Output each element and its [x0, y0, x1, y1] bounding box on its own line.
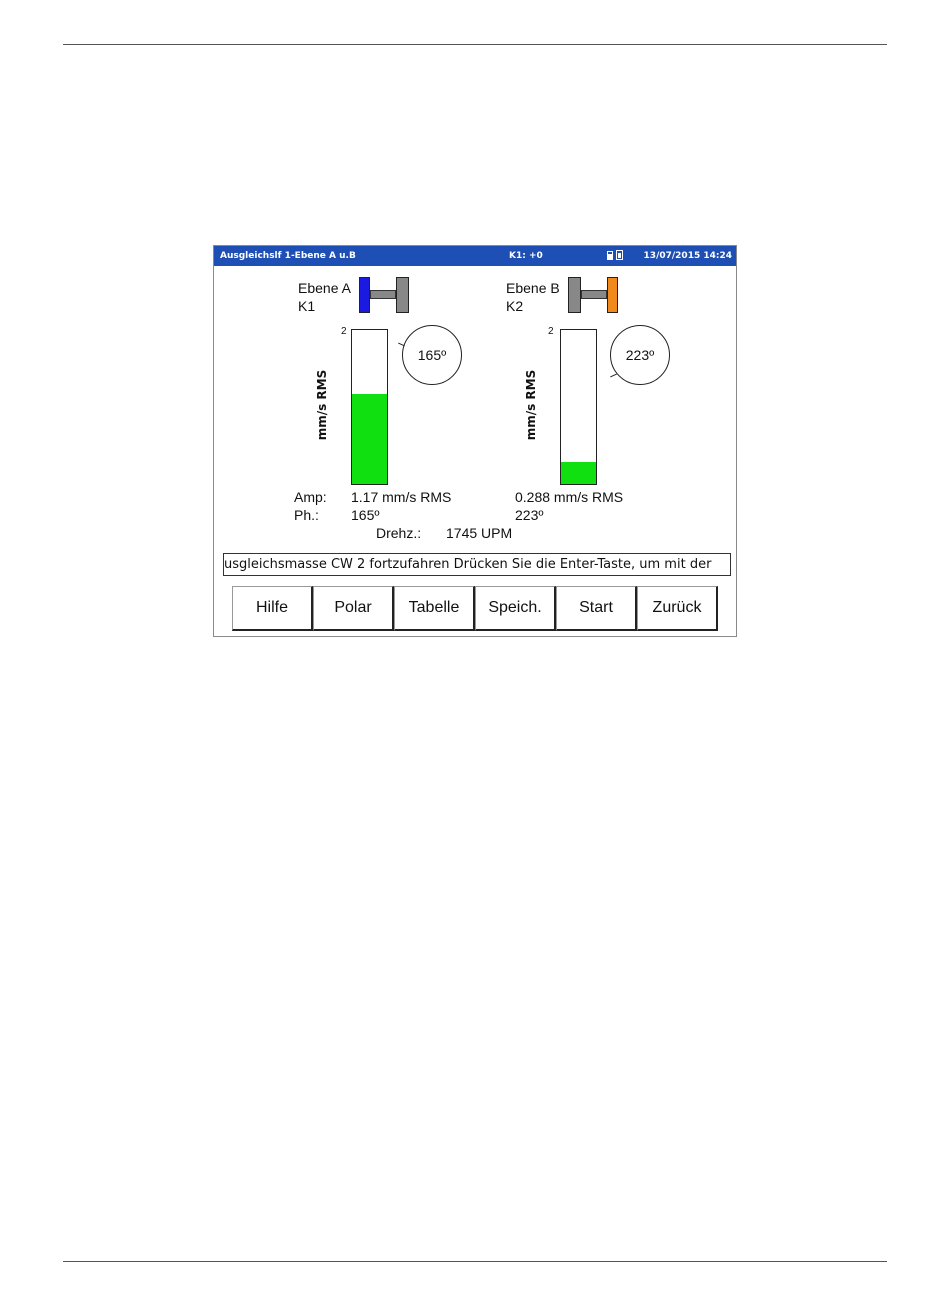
plane-b-rotor-highlight	[607, 277, 618, 313]
plane-b-rotor-icon	[568, 277, 618, 313]
plane-a-phase-indicator	[402, 325, 462, 385]
plane-a-channel: K1	[298, 298, 316, 314]
plane-a-rotor-icon	[359, 277, 409, 313]
instruction-message: usgleichsmasse CW 2 fortzufahren Drücken Sie die Enter-Taste, um mit der	[223, 553, 731, 576]
plane-b-phase-value: 223º	[625, 347, 655, 363]
speed-label: Drehz.:	[376, 525, 422, 541]
plane-b-rotor-shaft	[581, 290, 607, 299]
title-bar	[214, 246, 736, 266]
plane-b-scale-max: 2	[548, 326, 554, 337]
date-time: 13/07/2015 14:24	[643, 251, 732, 261]
plane-b-phase-reading: 223º	[515, 507, 544, 523]
plane-b-level-fill	[561, 462, 596, 484]
plane-a-rotor-other	[396, 277, 409, 313]
page-footer-rule	[63, 1261, 887, 1262]
page-header-rule	[63, 44, 887, 45]
battery-icon	[616, 250, 623, 260]
save-button[interactable]: Speich.	[475, 586, 556, 631]
plane-a-phase-value: 165º	[417, 347, 447, 363]
phase-label: Ph.:	[294, 507, 319, 523]
amp-label: Amp:	[294, 489, 327, 505]
speed-value: 1745 UPM	[446, 525, 513, 541]
back-button[interactable]: Zurück	[637, 586, 718, 631]
start-button[interactable]: Start	[556, 586, 637, 631]
table-button[interactable]: Tabelle	[394, 586, 475, 631]
device-screen	[213, 245, 737, 637]
plane-a-rotor-shaft	[370, 290, 396, 299]
plane-a-amplitude: 1.17 mm/s RMS	[351, 489, 452, 505]
plane-b-amplitude: 0.288 mm/s RMS	[515, 489, 624, 505]
plane-b-channel: K2	[506, 298, 524, 314]
softkey-bar	[232, 586, 718, 631]
plane-b-phase-indicator	[610, 325, 670, 385]
plane-a-axis-label: mm/s RMS	[315, 369, 329, 441]
help-button[interactable]: Hilfe	[232, 586, 313, 631]
plane-a-rotor-highlight	[359, 277, 370, 313]
plane-a-level-fill	[352, 394, 387, 484]
plane-b-name: Ebene B	[506, 280, 560, 296]
plane-b-level-bar	[560, 329, 597, 485]
plane-b-rotor-other	[568, 277, 581, 313]
sd-card-icon	[607, 251, 613, 260]
channel-indicator: K1: +0	[509, 251, 543, 261]
status-icons	[607, 250, 625, 262]
plane-a-phase-reading: 165º	[351, 507, 380, 523]
plane-a-level-bar	[351, 329, 388, 485]
plane-b-axis-label: mm/s RMS	[524, 369, 538, 441]
polar-button[interactable]: Polar	[313, 586, 394, 631]
plane-a-name: Ebene A	[298, 280, 351, 296]
window-title: Ausgleichslf 1-Ebene A u.B	[220, 251, 356, 261]
plane-a-scale-max: 2	[341, 326, 347, 337]
